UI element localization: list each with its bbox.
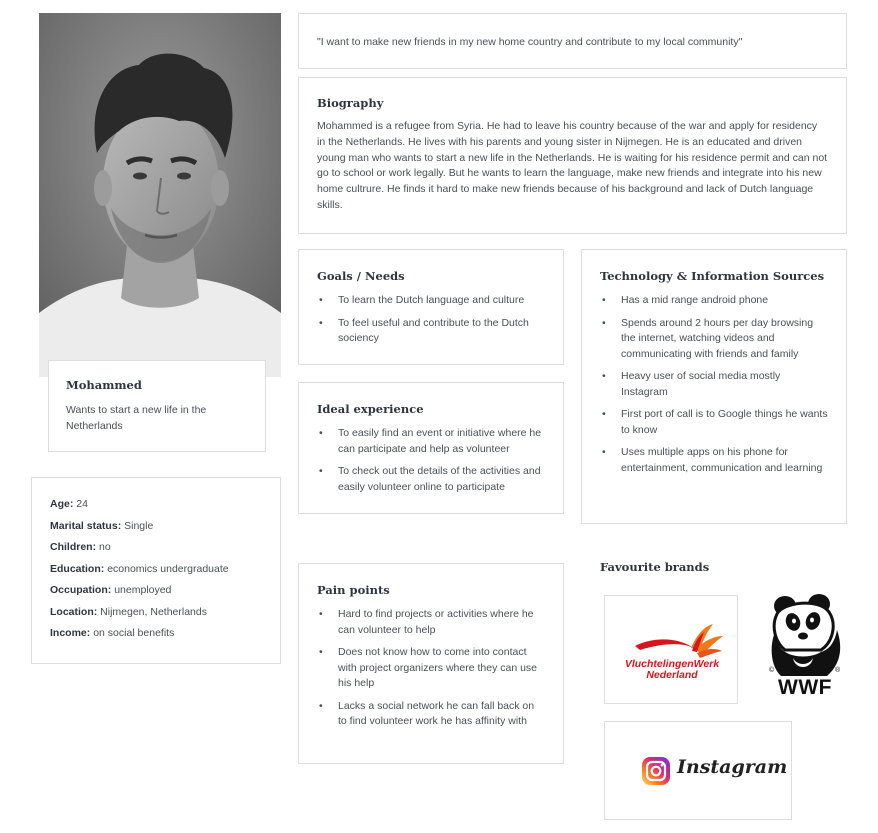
- instagram-logo-card: [604, 721, 792, 820]
- vw-line2: Nederland: [646, 669, 698, 681]
- biography-card: [298, 77, 847, 234]
- list-item: • To easily find an event or initiative where he can participate and help as volunteer: [317, 426, 545, 457]
- fact-row: [50, 520, 262, 532]
- list-item: • Lacks a social network he can fall back on to find volunteer work he has affinity with: [317, 699, 545, 730]
- list-item: • Spends around 2 hours per day browsing the internet, watching videos and communicating with friends and family: [600, 316, 828, 363]
- fact-value: Nijmegen, Netherlands: [100, 605, 207, 618]
- fact-separator: :: [92, 541, 100, 553]
- ideal-experience-title: Ideal experience: [317, 402, 424, 416]
- svg-text:®: ®: [835, 667, 841, 674]
- list-item: • Hard to find projects or activities where he can volunteer to help: [317, 607, 545, 638]
- technology-list: [600, 293, 828, 476]
- list-item: • To learn the Dutch language and culture: [317, 293, 545, 309]
- fact-separator: :: [93, 605, 101, 618]
- fact-label: Location: [50, 605, 94, 618]
- wwf-text: WWF: [778, 676, 832, 699]
- fact-row: [50, 541, 262, 553]
- list-item: • Has a mid range android phone: [600, 293, 828, 309]
- fact-row: [50, 606, 262, 618]
- fact-separator: :: [69, 498, 77, 510]
- fact-separator: :: [86, 627, 94, 639]
- list-item: • To check out the details of the activities and easily volunteer online to participate: [317, 464, 545, 495]
- fact-label: Occupation: [50, 584, 108, 596]
- goals-title: Goals / Needs: [317, 269, 405, 283]
- fact-row: [50, 584, 262, 596]
- instagram-wordmark: Instagram: [677, 756, 788, 778]
- wwf-panda-icon: [763, 592, 847, 678]
- fact-row: [50, 627, 262, 639]
- persona-quote: "I want to make new friends in my new home country and contribute to my local community": [317, 36, 743, 48]
- fact-row: [50, 563, 262, 575]
- vluchtelingenwerk-logo-card: [604, 595, 738, 704]
- fact-label: Age: [50, 498, 70, 510]
- fact-value: on social benefits: [93, 627, 175, 639]
- pain-points-title: Pain points: [317, 583, 390, 597]
- list-item: • Heavy user of social media mostly Instagram: [600, 369, 828, 400]
- profile-card: [48, 360, 266, 452]
- fact-label: Marital status: [50, 519, 118, 532]
- list-item: • Uses multiple apps on his phone for entertainment, communication and learning: [600, 445, 828, 476]
- fact-value: 24: [76, 498, 88, 510]
- list-item: • Does not know how to come into contact with project organizers where they can use his help: [317, 645, 545, 692]
- fact-label: Income: [50, 627, 87, 639]
- fact-value: economics undergraduate: [107, 562, 229, 575]
- instagram-icon: [641, 756, 671, 786]
- fact-value: unemployed: [114, 584, 172, 596]
- fact-value: Single: [124, 519, 154, 532]
- pain-points-card: [298, 563, 564, 764]
- biography-text: Mohammed is a refugee from Syria. He had to leave his country because of the war and apply for residency in the Netherlands. He lives with his parents and young sister in Nijmegen. He is an educated and driven young man who wants to start a new life in the Netherlands. He is waiting for his residence permit and can not go to school or work legally. But he wants to learn the language, make new friends and integrate into his new home cultrure. He finds it hard to make new friends because of his background and lack of Dutch language skills.: [317, 120, 828, 211]
- portrait-silhouette: [39, 13, 281, 377]
- ideal-experience-list: [317, 426, 545, 495]
- ideal-experience-card: [298, 382, 564, 514]
- quote-card: [298, 13, 847, 69]
- facts-list: [50, 498, 262, 639]
- fact-separator: :: [100, 562, 108, 575]
- facts-card: [31, 477, 281, 664]
- vluchtelingenwerk-logo: [605, 596, 739, 705]
- brands-title: Favourite brands: [600, 560, 710, 574]
- list-item: • First port of call is to Google things he wants to know: [600, 407, 828, 438]
- biography-title: Biography: [317, 96, 384, 110]
- fact-separator: :: [107, 584, 115, 596]
- profile-name: Mohammed: [66, 378, 142, 392]
- fact-row: [50, 498, 262, 510]
- vw-line1: VluchtelingenWerk: [624, 658, 720, 670]
- technology-title: Technology & Information Sources: [600, 269, 825, 283]
- list-item: • To feel useful and contribute to the Dutch sociency: [317, 316, 545, 347]
- fact-label: Education: [50, 562, 101, 575]
- fact-value: no: [99, 541, 111, 553]
- wwf-logo: [763, 592, 847, 702]
- goals-list: [317, 293, 545, 347]
- fact-separator: :: [117, 519, 125, 532]
- technology-card: [581, 249, 847, 524]
- pain-points-list: [317, 607, 545, 730]
- goals-card: [298, 249, 564, 365]
- profile-tagline: Wants to start a new life in the Netherlands: [66, 404, 207, 432]
- svg-text:©: ©: [769, 667, 775, 674]
- fact-label: Children: [50, 541, 93, 553]
- portrait-photo: [39, 13, 281, 377]
